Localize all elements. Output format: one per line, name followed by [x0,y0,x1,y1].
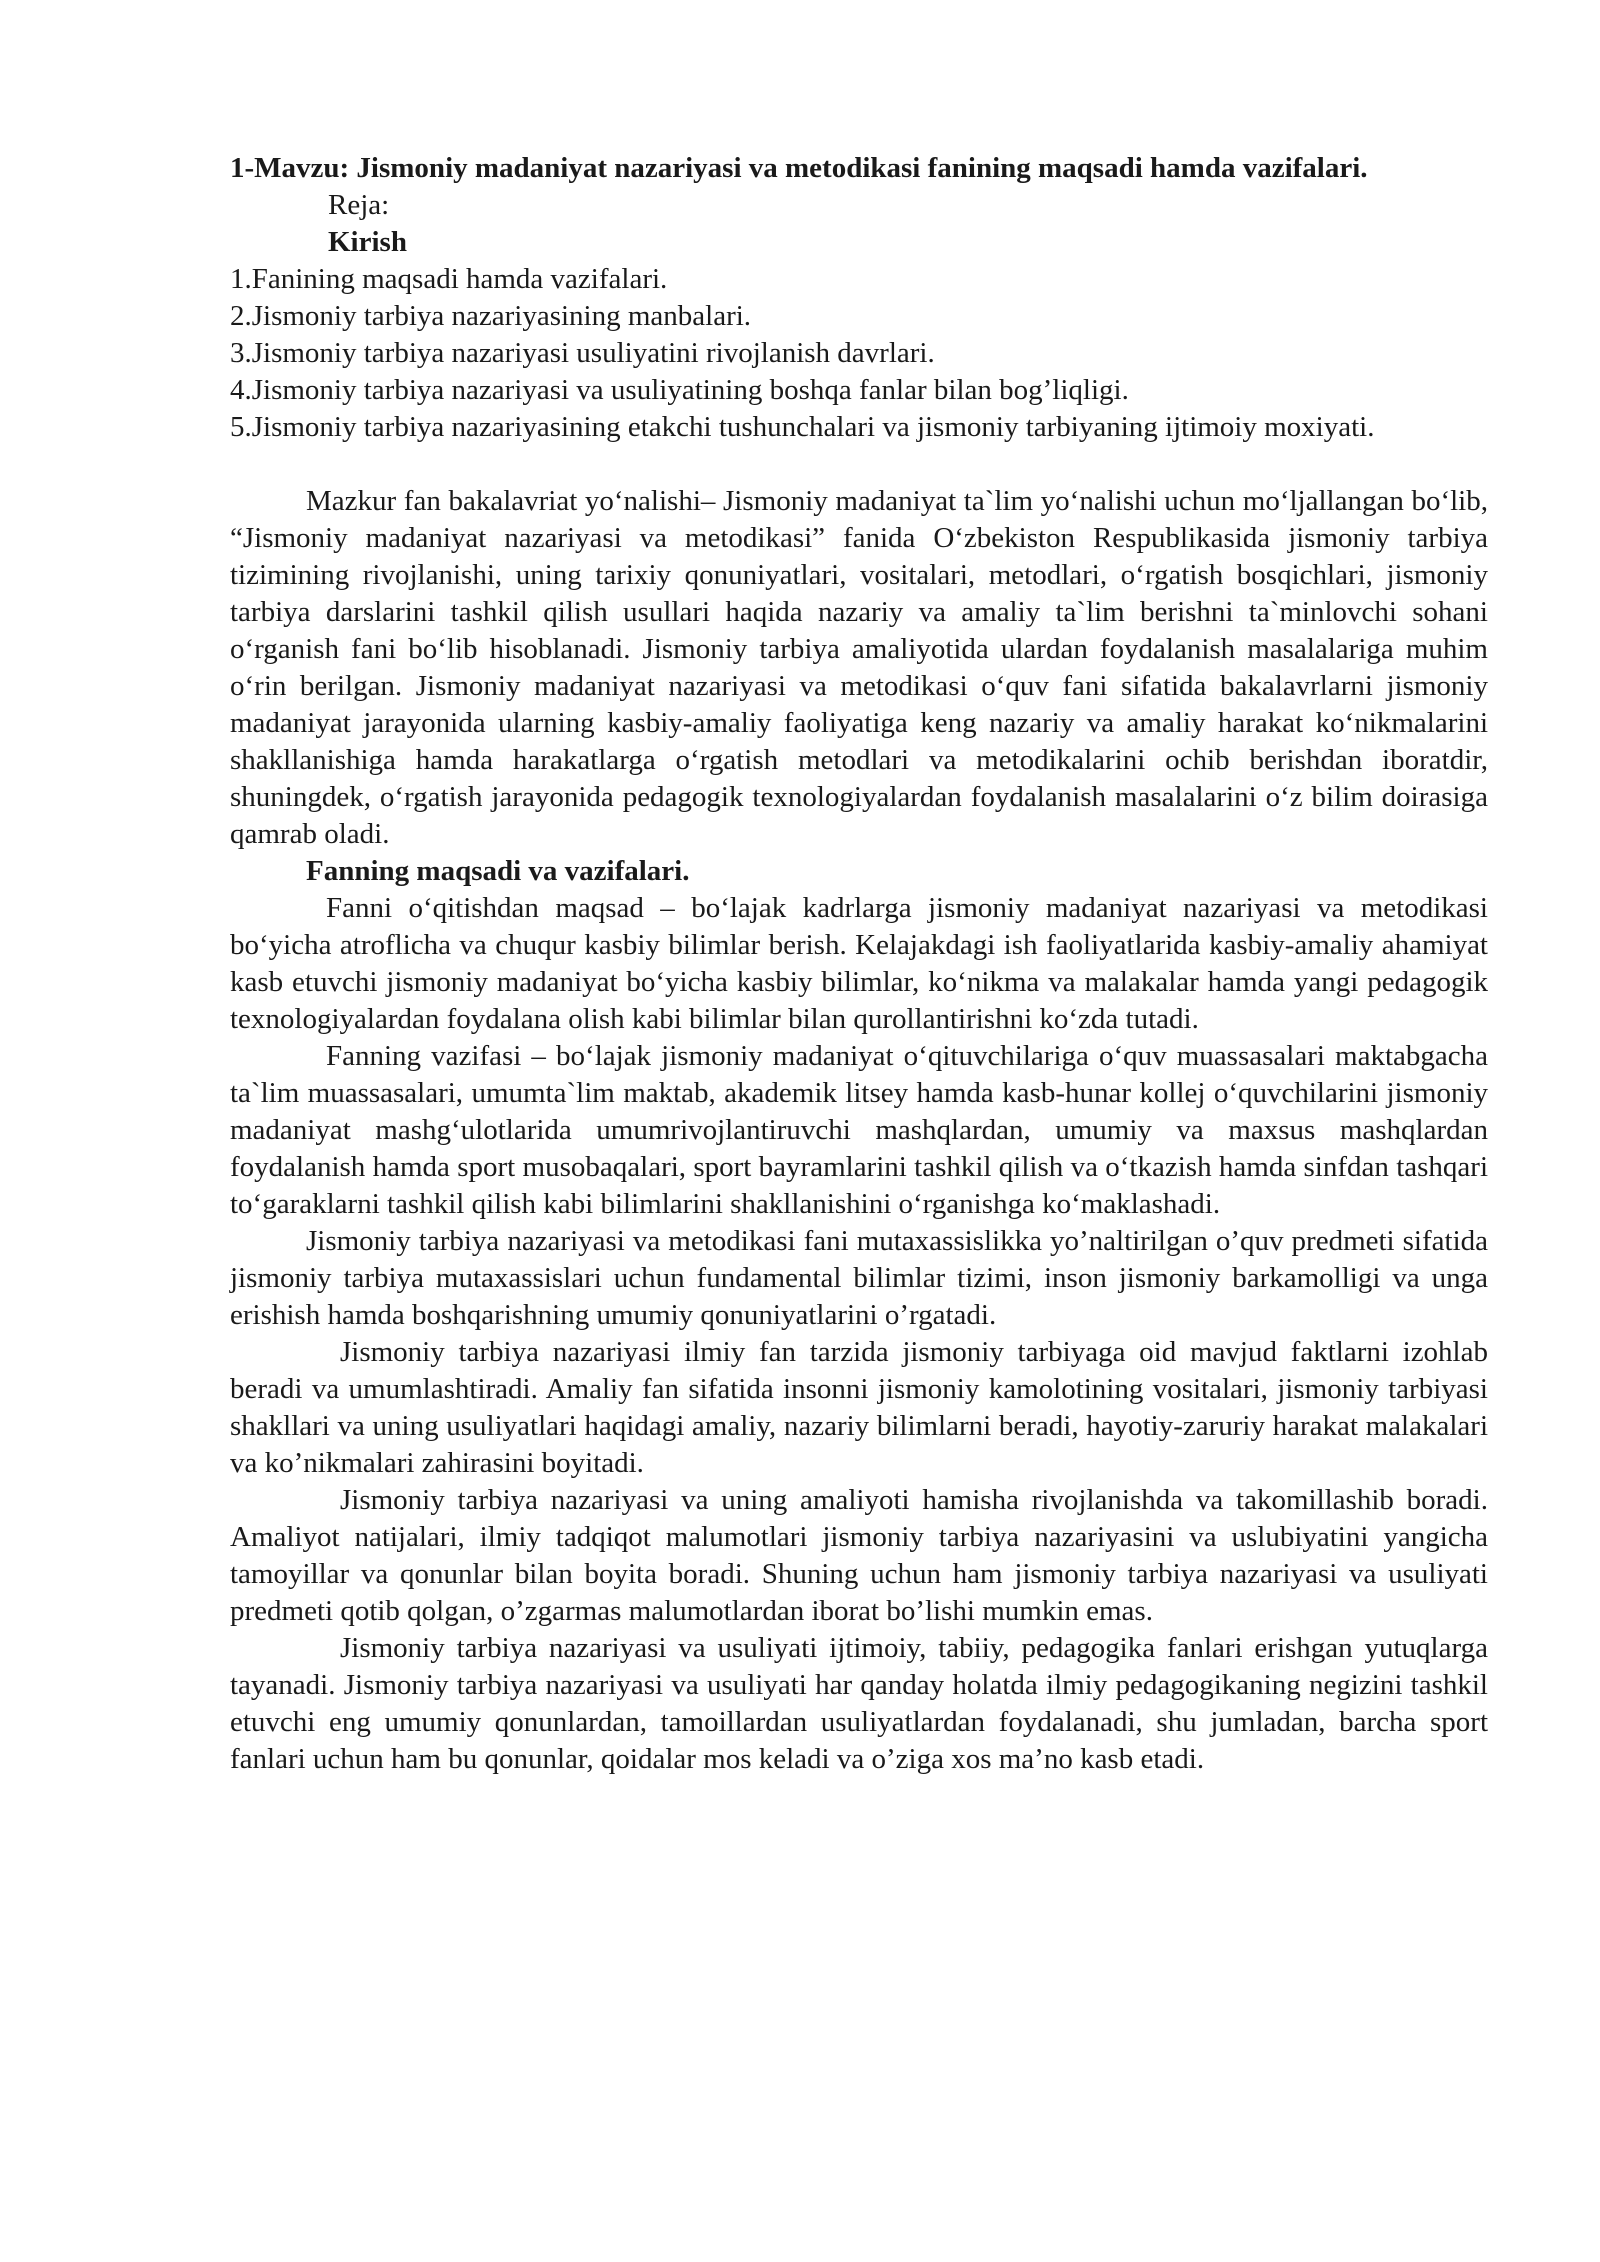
paragraph-foundations: Jismoniy tarbiya nazariyasi va usuliyati ijtimoiy, tabiiy, pedagogika fanlari erishgan yutuqlarga tayanadi. Jismoniy tarbiya nazariyasi va usuliyati har qanday holatda ilmiy pedagogikaning negizini tashkil etuvchi eng umumiy qonunlardan, tamoillardan usuliyatlardan foydalanadi, shu jumladan, barcha sport fanlari uchun ham bu qonunlar, qoidalar mos keladi va o’ziga xos ma’no kasb etadi. [230,1632,1488,1775]
plan-list [230,261,1488,446]
plan-item: 3.Jismoniy tarbiya nazariyasi usuliyatini rivojlanish davrlari. [230,337,935,369]
paragraph-purpose: Fanni o‘qitishdan maqsad – bo‘lajak kadrlarga jismoniy madaniyat nazariyasi va metodikasi bo‘yicha atroflicha va chuqur kasbiy bilimlar berish. Kelajakdagi ish faoliyatlarida kasbiy-amaliy ahamiyat kasb etuvchi jismoniy madaniyat bo‘yicha kasbiy bilimlar, ko‘nikma va malakalar hamda yangi pedagogik texnologiyalardan foydalana olish kabi bilimlar bilan qurollantirishni ko‘zda tutadi. [230,892,1488,1035]
plan-item: 1.Fanining maqsadi hamda vazifalari. [230,263,668,295]
section-heading: Fanning maqsadi va vazifalari. [306,855,690,887]
plan-item: 4.Jismoniy tarbiya nazariyasi va usuliyatining boshqa fanlar bilan bog’liqligi. [230,374,1129,406]
paragraph-development: Jismoniy tarbiya nazariyasi va uning amaliyoti hamisha rivojlanishda va takomillashib boradi. Amaliyot natijalari, ilmiy tadqiqot malumotlari jismoniy tarbiya nazariyasini va uslubiyatini yangicha tamoyillar va qonunlar bilan boyita boradi. Shuning uchun ham jismoniy tarbiya nazariyasi va usuliyati predmeti qotib qolgan, o’zgarmas malumotlardan iborat bo’lishi mumkin emas. [230,1484,1488,1627]
paragraph-tasks: Fanning vazifasi – bo‘lajak jismoniy madaniyat o‘qituvchilariga o‘quv muassasalari maktabgacha ta`lim muassasalari, umumta`lim maktab, akademik litsey hamda kasb-hunar kollej o‘quvchilarini jismoniy madaniyat mashg‘ulotlarida umumrivojlantiruvchi mashqlardan, umumiy va maxsus mashqlardan foydalanish hamda sport musobaqalari, sport bayramlarini tashkil qilish va o‘tkazish hamda sinfdan tashqari to‘garaklarni tashkil qilish kabi bilimlarini shakllanishini o‘rganishga ko‘maklashadi. [230,1040,1488,1220]
paragraph-subject: Jismoniy tarbiya nazariyasi va metodikasi fani mutaxassislikka yo’naltirilgan o’quv predmeti sifatida jismoniy tarbiya mutaxassislari uchun fundamental bilimlar tizimi, inson jismoniy barkamolligi va unga erishish hamda boshqarishning umumiy qonuniyatlarini o’rgatadi. [230,1225,1488,1331]
spacer [230,446,1488,483]
plan-item: 2.Jismoniy tarbiya nazariyasining manbalari. [230,300,752,332]
document-title: 1-Mavzu: Jismoniy madaniyat nazariyasi va metodikasi fanining maqsadi hamda vazifalari. [230,152,1368,184]
paragraph-science: Jismoniy tarbiya nazariyasi ilmiy fan tarzida jismoniy tarbiyaga oid mavjud faktlarni izohlab beradi va umumlashtiradi. Amaliy fan sifatida insonni jismoniy kamolotining vositalari, jismoniy tarbiyasi shakllari va uning usuliyatlari haqidagi amaliy, nazariy bilimlarni beradi, hayotiy-zaruriy harakat malakalari va ko’nikmalari zahirasini boyitadi. [230,1336,1488,1479]
plan-item: 5.Jismoniy tarbiya nazariyasining etakchi tushunchalari va jismoniy tarbiyaning ijtimoiy moxiyati. [230,411,1375,443]
plan-label: Reja: [328,189,390,221]
intro-paragraph: Mazkur fan bakalavriat yo‘nalishi– Jismoniy madaniyat ta`lim yo‘nalishi uchun mo‘ljallangan bo‘lib, “Jismoniy madaniyat nazariyasi va metodikasi” fanida O‘zbekiston Respublikasida jismoniy tarbiya tizimining rivojlanishi, uning tarixiy qonuniyatlari, vositalari, metodlari, o‘rgatish bosqichlari, jismoniy tarbiya darslarini tashkil qilish usullari haqida nazariy va amaliy ta`lim berishni ta`minlovchi sohani o‘rganish fani bo‘lib hisoblanadi. Jismoniy tarbiya amaliyotida ulardan foydalanish masalalariga muhim o‘rin berilgan. Jismoniy madaniyat nazariyasi va metodikasi o‘quv fani sifatida bakalavrlarni jismoniy madaniyat jarayonida ularning kasbiy-amaliy faoliyatiga keng nazariy va amaliy harakat ko‘nikmalarini shakllanishiga hamda harakatlarga o‘rgatish metodlari va metodikalarini ochib berishdan iboratdir, shuningdek, o‘rgatish jarayonida pedagogik texnologiyalardan foydalanish masalalarini o‘z bilim doirasiga qamrab oladi. [230,485,1488,850]
plan-intro: Kirish [328,226,407,258]
document-page [230,150,1488,1778]
